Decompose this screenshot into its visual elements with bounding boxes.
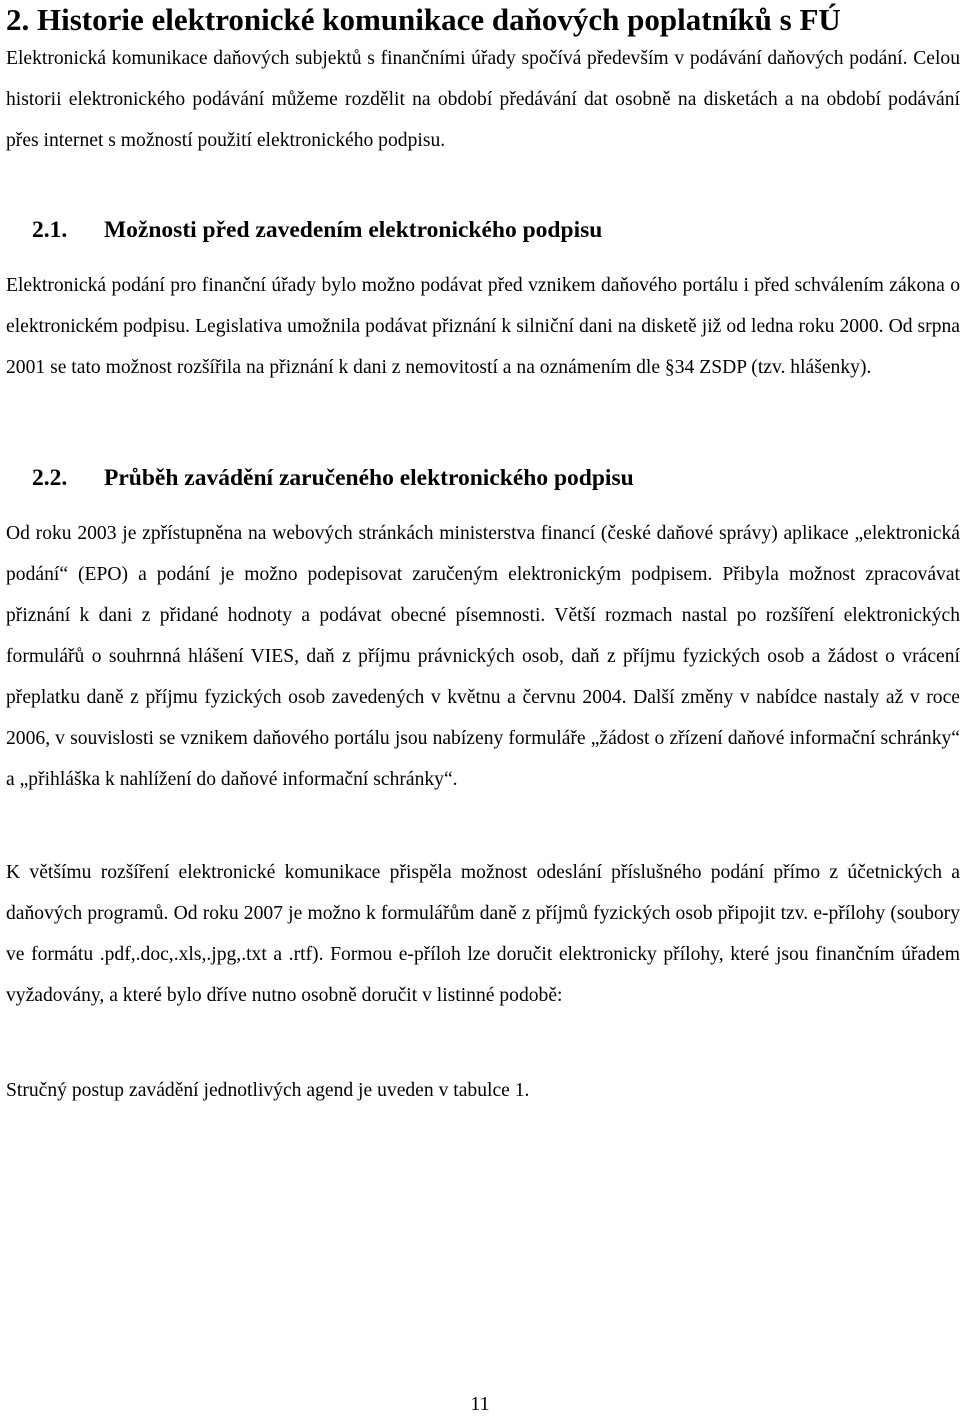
page-number: 11 [470,1393,490,1415]
intro-paragraph: Elektronická komunikace daňových subjektů s finančními úřady spočívá především v podávání daňových podání. Celou historii elektronického podávání můžeme rozdělit na období předávání dat osobně na disketách a na období podávání přes internet s možností použití elektronického podpisu. [6,48,960,151]
section-heading-2-2 [32,462,634,494]
section-2-2-paragraph-1: Od roku 2003 je zpřístupněna na webových stránkách ministerstva financí (české daňové správy) aplikace „elektronická podání“ (EPO) a podání je možno podepisovat zaručeným elektronickým podpisem. Přibyla možnost zpracovávat přiznání k dani z přidané hodnoty a podávat obecné písemnosti. Větší rozmach nastal po rozšíření elektronických formulářů o souhrnná hlášení VIES, daň z příjmu právnických osob, daň z příjmu fyzických osob a žádost o vrácení přeplatku daně z příjmu fyzických osob zavedených v květnu a červnu 2004. Další změny v nabídce nastaly až v roce 2006, v souvislosti se vznikem daňového portálu jsou nabízeny formuláře „žádost o zřízení daňové informační schránky“ a „přihláška k nahlížení do daňové informační schránky“. [6,523,960,790]
section-2-2-paragraph-3: Stručný postup zavádění jednotlivých agend je uveden v tabulce 1. [6,1080,530,1101]
section-title: Průběh zavádění zaručeného elektronického podpisu [104,465,634,491]
chapter-heading: 2. Historie elektronické komunikace daňových poplatníků s FÚ [6,2,841,37]
section-number: 2.1. [32,217,68,243]
section-title: Možnosti před zavedením elektronického podpisu [104,217,603,243]
section-2-2-paragraph-2: K většímu rozšíření elektronické komunikace přispěla možnost odeslání příslušného podání přímo z účetnických a daňových programů. Od roku 2007 je možno k formulářům daně z příjmů fyzických osob připojit tzv. e-přílohy (soubory ve formátu .pdf,.doc,.xls,.jpg,.txt a .rtf). Formou e-příloh lze doručit elektronicky přílohy, které jsou finančním úřadem vyžadovány, a které bylo dříve nutno osobně doručit v listinné podobě: [6,862,960,1006]
section-heading-2-1 [32,214,602,246]
section-number: 2.2. [32,465,68,491]
section-2-1-paragraph: Elektronická podání pro finanční úřady bylo možno podávat před vznikem daňového portálu i před schválením zákona o elektronickém podpisu. Legislativa umožnila podávat přiznání k silniční dani na disketě již od ledna roku 2000. Od srpna 2001 se tato možnost rozšířila na přiznání k dani z nemovitostí a na oznámením dle §34 ZSDP (tzv. hlášenky). [6,275,960,378]
